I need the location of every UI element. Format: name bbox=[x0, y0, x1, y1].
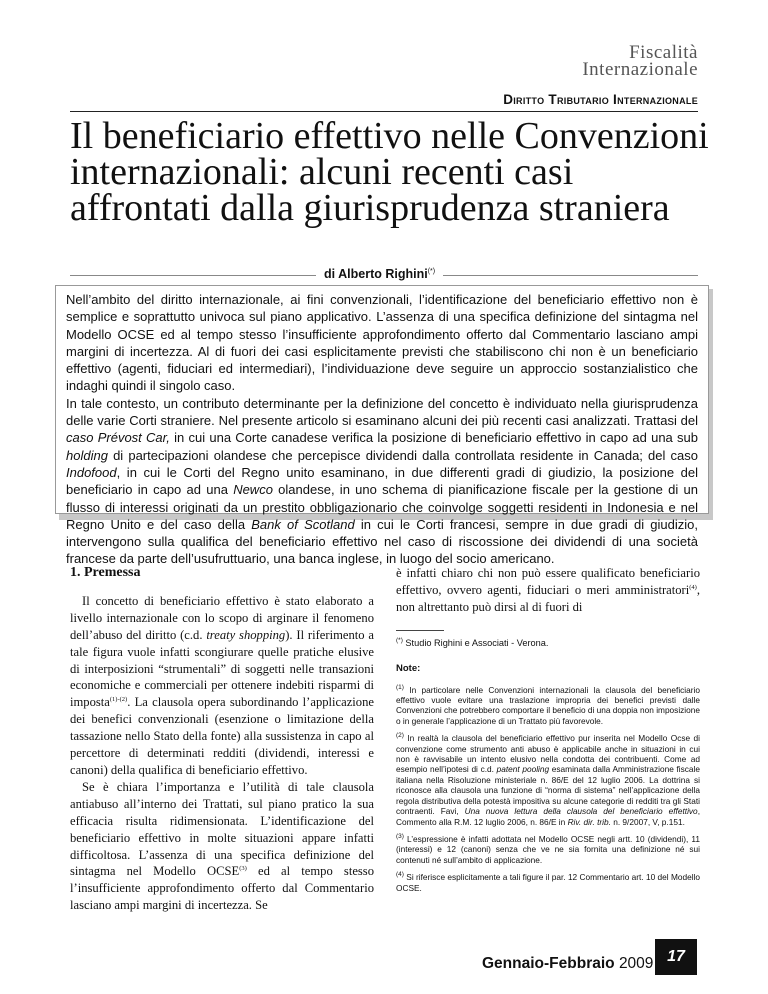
article-title: Il beneficiario effettivo nelle Convenzioni internazionali: alcuni recenti casi affrontati dalla giurisprudenza straniera bbox=[70, 115, 709, 229]
footnote-ref-4: (4) bbox=[689, 583, 697, 591]
journal-logo bbox=[582, 44, 698, 79]
section-tag: Diritto Tributario Internazionale bbox=[503, 92, 698, 107]
left-column bbox=[70, 565, 374, 914]
footnote-ref-1-2: (1)-(2) bbox=[109, 696, 128, 704]
case-prevost: caso Prévost Car, bbox=[66, 430, 170, 446]
section-heading: 1. Premessa bbox=[70, 565, 141, 580]
logo-line-2: Internazionale bbox=[582, 59, 698, 80]
page-number: 17 bbox=[655, 939, 697, 975]
abstract-box bbox=[55, 285, 709, 567]
author-name: di Alberto Righini bbox=[324, 267, 428, 281]
body-paragraph-1: Il concetto di beneficiario effettivo è stato elaborato a livello internazionale con lo scopo di arginare il fenomeno dell’abuso del diritto (c.d. treaty shopping). Il riferimento a tale figura vuole infatti scongiurare quelle pratiche elusive di interposizioni “strumentali” di soggetti nelle transazioni economiche e commerciali per ottenere indebiti risparmi di imposta$^{(1)-(2)}$. La clausola opera subordinando l’applicazione dei benefici convenzionali (esenzione o limitazione della tassazione nello Stato della fonte) alla sussistenza in capo al percettore di determinati redditi (dividendi, interessi e canoni) della qualifica di beneficiario effettivo. bbox=[70, 593, 374, 777]
abstract-paragraph-2: In tale contesto, un contributo determinante per la definizione del concetto è individuato nella giurisprudenza delle varie Corti straniere. Nel presente articolo si esaminano alcuni dei più recenti casi analizzati. Trattasi del caso Prévost Car, in cui una Corte canadese verifica la posizione di beneficiario effettivo in capo ad una sub holding di partecipazioni olandese che percepisce dividendi dalla controllata residente in Canada; del caso Indofood, in cui le Corti del Regno unito esaminano, in due differenti gradi di giudizio, la posizione del beneficiario in capo ad una Newco olandese, in uno schema di pianificazione fiscale per la gestione di un flusso di interessi originati da un prestito obbligazionario che coinvolge soggetti residenti in Indonesia e nel Regno Unito e del caso della Bank of Scotland in cui le Corti francesi, sempre in due gradi di giudizio, intervengono sulla qualifica del beneficiario effettivo nel caso di riscossione dei dividendi di una società francese da parte dell’usufruttuario, una banca inglese, in luogo del socio americano. bbox=[66, 395, 698, 567]
footnote-1: $^{(1)}$ In particolare nelle Convenzioni internazionali la clausola del beneficiario effettivo vuole evitare una traslazione impropria dei benefici previsti dalle Convenzioni che potrebbero comportare il beneficio di una doppia non imposizione o in generale l’applicazione di un Trattato più favorevole. bbox=[396, 683, 700, 726]
body-paragraph-2: Se è chiara l’importanza e l’utilità di tale clausola antiabuso all’interno dei Trattati, sul piano pratico la sua efficacia risulta ridimensionata. L’identificazione del beneficiario effettivo in molte situazioni appare infatti difficoltosa. L’assenza di una specifica definizione del sintagma nel Modello OCSE$^{(3)}$ ed al tempo stesso l’insufficiente approfondimento offerto dal Commentario lasciano ampi margini di incertezza. Se bbox=[70, 779, 375, 913]
logo-line-1: Fiscalità bbox=[629, 42, 698, 63]
footnote-3: $^{(3)}$ L’espressione è infatti adottata nel Modello OCSE negli artt. 10 (dividendi), 11 (interessi) e 12 (canoni) senza che ve ne sia fornita una definizione né sui contenuti né sull’ambito di applicazione. bbox=[396, 833, 700, 865]
footnote-2: $^{(2)}$ In realtà la clausola del beneficiario effettivo pur inserita nel Modello Ocse di convenzione come strumento anti abuso è applicabile anche in situazioni in cui non è ravvisabile un intento elusivo nella condotta dei contribuenti. Come ad esempio nell’ipotesi di c.d. patent pooling esaminata dalla Amministrazione fiscale italiana nella Risoluzione ministeriale n. 86/E del 12 luglio 2006. La dottrina si riconosce alla clausola una funzione di “norma di sistema” nell’applicazione della regola distributiva della potestà impositiva su alcune categorie di redditi tra gli Stati contraenti. Favi, Una nuova lettura della clausola del beneficiario effettivo, Commento alla R.M. 12 luglio 2006, n. 86/E in Riv. dir. trib. n. 9/2007, V, p.151. bbox=[396, 732, 700, 827]
case-indofood: Indofood bbox=[66, 464, 117, 480]
issue-date: Gennaio-Febbraio 2009 bbox=[482, 955, 654, 972]
body-paragraph-continued: è infatti chiaro chi non può essere qualificato beneficiario effettivo, ovvero agenti, fiduciari o meri amministratori$^{(4)}$, non altrettanto può dirsi al di fuori di bbox=[396, 566, 700, 614]
right-column bbox=[396, 565, 700, 900]
notes-label: Note: bbox=[396, 662, 421, 674]
header-rule bbox=[70, 111, 698, 112]
footnote-ref-3: (3) bbox=[239, 865, 247, 873]
footnote-4: $^{(4)}$ Si riferisce esplicitamente a tali figure il par. 12 Commentario art. 10 del Modello OCSE. bbox=[396, 871, 700, 893]
footnote-divider bbox=[396, 630, 444, 631]
author-affiliation: (*) Studio Righini e Associati - Verona. bbox=[396, 636, 549, 648]
author-byline bbox=[316, 267, 443, 281]
author-note-mark: (*) bbox=[427, 267, 436, 275]
abstract-paragraph-1: Nell’ambito del diritto internazionale, ai fini convenzionali, l’identificazione del beneficiario effettivo non è semplice e soprattutto univoca sul piano applicativo. L’assenza di una specifica definizione del sintagma nel Modello OCSE ed al tempo stesso l’insufficiente approfondimento offerto dal Commentario lasciano ampi margini di incertezza. Al di fuori dei casi esplicitamente previsti che stabiliscono chi non è un beneficiario effettivo (agenti, fiduciari ed intermediari), l’individuazione deve seguire un approccio sostanzialistico che indaghi quindi il singolo caso. bbox=[66, 292, 698, 394]
case-bank-of-scotland: Bank of Scotland bbox=[251, 516, 355, 532]
